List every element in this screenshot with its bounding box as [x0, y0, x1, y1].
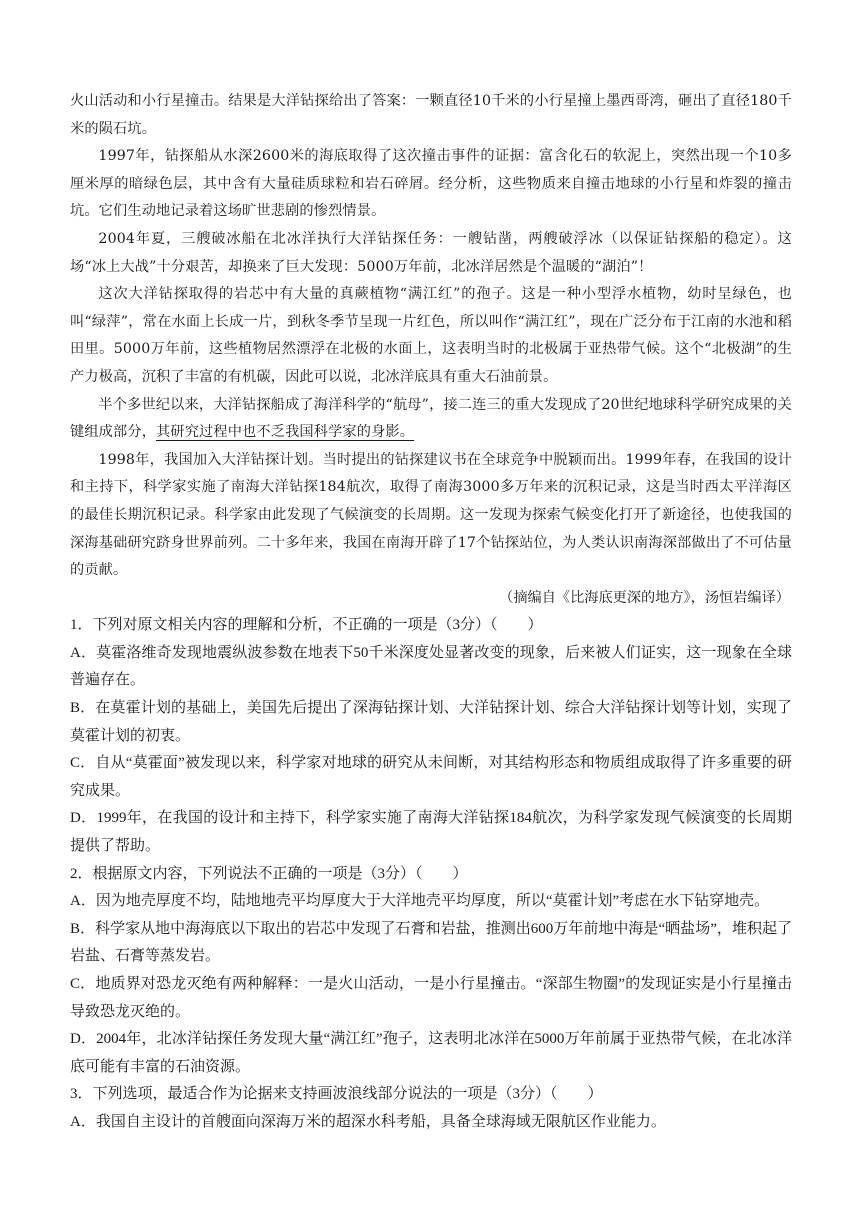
passage-paragraph-4: 这次大洋钻探取得的岩芯中有大量的真蕨植物“满江红”的孢子。这是一种小型浮水植物，幼时呈绿色，也叫“绿萍”，常在水面上长成一片，到秋冬季节呈现一片红色，所以叫作“满江红”，现在广泛分布于江南的水池和稻田里。5000万年前，这些植物居然漂浮在北极的水面上，这表明当时的北极属于亚热带气候。这个“北极湖”的生产力极高，沉积了丰富的有机碳，因此可以说，北冰洋底具有重大石油前景。: [70, 286, 792, 385]
passage-paragraph-5: [70, 392, 792, 447]
passage-paragraph-6: 1998年，我国加入大洋钻探计划。当时提出的钻探建议书在全球竞争中脱颖而出。1999年春，在我国的设计和主持下，科学家实施了南海大洋钻探184航次，取得了南海3000多万年来的沉积记录，这是当时西太平洋海区的最佳长期沉积记录。科学家由此发现了气候演变的长周期。这一发现为探索气候变化打开了新途径，也使我国的深海基础研究跻身世界前列。二十多年来，我国在南海开辟了17个钻探站位，为人类认识南海深部做出了不可估量的贡献。: [70, 451, 792, 579]
question-option-b: B．科学家从地中海海底以下取出的岩芯中发现了石膏和岩盐，推测出600万年前地中海是“晒盐场”，堆积起了岩盐、石膏等蒸发岩。: [70, 920, 792, 965]
passage-paragraph-3: 2004年夏，三艘破冰船在北冰洋执行大洋钻探任务：一艘钻凿，两艘破浮冰（以保证钻探船的稳定）。这场“冰上大战”十分艰苦，却换来了巨大发现：5000万年前，北冰洋居然是个温暖的“湖泊”！: [70, 230, 792, 275]
question-option-a: A．因为地壳厚度不均，陆地地壳平均厚度大于大洋地壳平均厚度，所以“莫霍计划”考虑在水下钻穿地壳。: [70, 893, 770, 910]
question-stem: 3．下列选项，最适合作为论据来支持画波浪线部分说法的一项是（3分）（ ）: [70, 1086, 603, 1103]
question-3: [70, 1081, 792, 1136]
passage: [70, 88, 792, 612]
question-stem: 2．根据原文内容，下列说法不正确的一项是（3分）（ ）: [70, 865, 468, 882]
passage-paragraph-2: 1997年，钻探船从水深2600米的海底取得了这次撞击事件的证据：富含化石的软泥上，突然出现一个10多厘米厚的暗绿色层，其中含有大量硅质球粒和岩石碎屑。经分析，这些物质来自撞击地球的小行星和炸裂的撞击坑。它们生动地记录着这场旷世悲剧的惨烈情景。: [70, 148, 792, 220]
question-option-a: A．莫霍洛维奇发现地震纵波参数在地表下50千米深度处显著改变的现象，后来被人们证实，这一现象在全球普遍存在。: [70, 644, 792, 689]
question-option-c: C．地质界对恐龙灭绝有两种解释：一是火山活动，一是小行星撞击。“深部生物圈”的发现证实是小行星撞击导致恐龙灭绝的。: [70, 976, 792, 1020]
question-option-b: B．在莫霍计划的基础上，美国先后提出了深海钻探计划、大洋钻探计划、综合大洋钻探计划等计划，实现了莫霍计划的初衷。: [70, 700, 792, 744]
passage-paragraph-1: 火山活动和小行星撞击。结果是大洋钻探给出了答案：一颗直径10千米的小行星撞上墨西哥湾，砸出了直径180千米的陨石坑。: [70, 93, 792, 137]
question-1: [70, 612, 792, 860]
question-stem: 1．下列对原文相关内容的理解和分析，不正确的一项是（3分）（ ）: [70, 617, 543, 634]
question-option-a: A．我国自主设计的首艘面向深海万米的超深水科考船，具备全球海域无限航区作业能力。: [70, 1113, 666, 1130]
question-option-c: C．自从“莫霍面”被发现以来，科学家对地球的研究从未间断，对其结构形态和物质组成取得了许多重要的研究成果。: [70, 755, 792, 799]
document-page: [70, 88, 792, 1137]
passage-source-citation: （摘编自《比海底更深的地方》，汤恒岩编译）: [499, 589, 790, 606]
wavy-underlined-sentence: 其研究过程中也不乏我国科学家的身影。: [156, 424, 415, 441]
question-option-d: D．2004年，北冰洋钻探任务发现大量“满江红”孢子，这表明北冰洋在5000万年前属于亚热带气候，在北冰洋底可能有丰富的石油资源。: [70, 1031, 792, 1075]
question-2: [70, 861, 792, 1082]
question-option-d: D．1999年，在我国的设计和主持下，科学家实施了南海大洋钻探184航次，为科学家发现气候演变的长周期提供了帮助。: [70, 810, 792, 855]
passage-paragraph-5-text: 半个多世纪以来，大洋钻探船成了海洋科学的“航母”，接二连三的重大发现成了20世纪地球科学研究成果的关键组成部分，: [70, 396, 792, 441]
